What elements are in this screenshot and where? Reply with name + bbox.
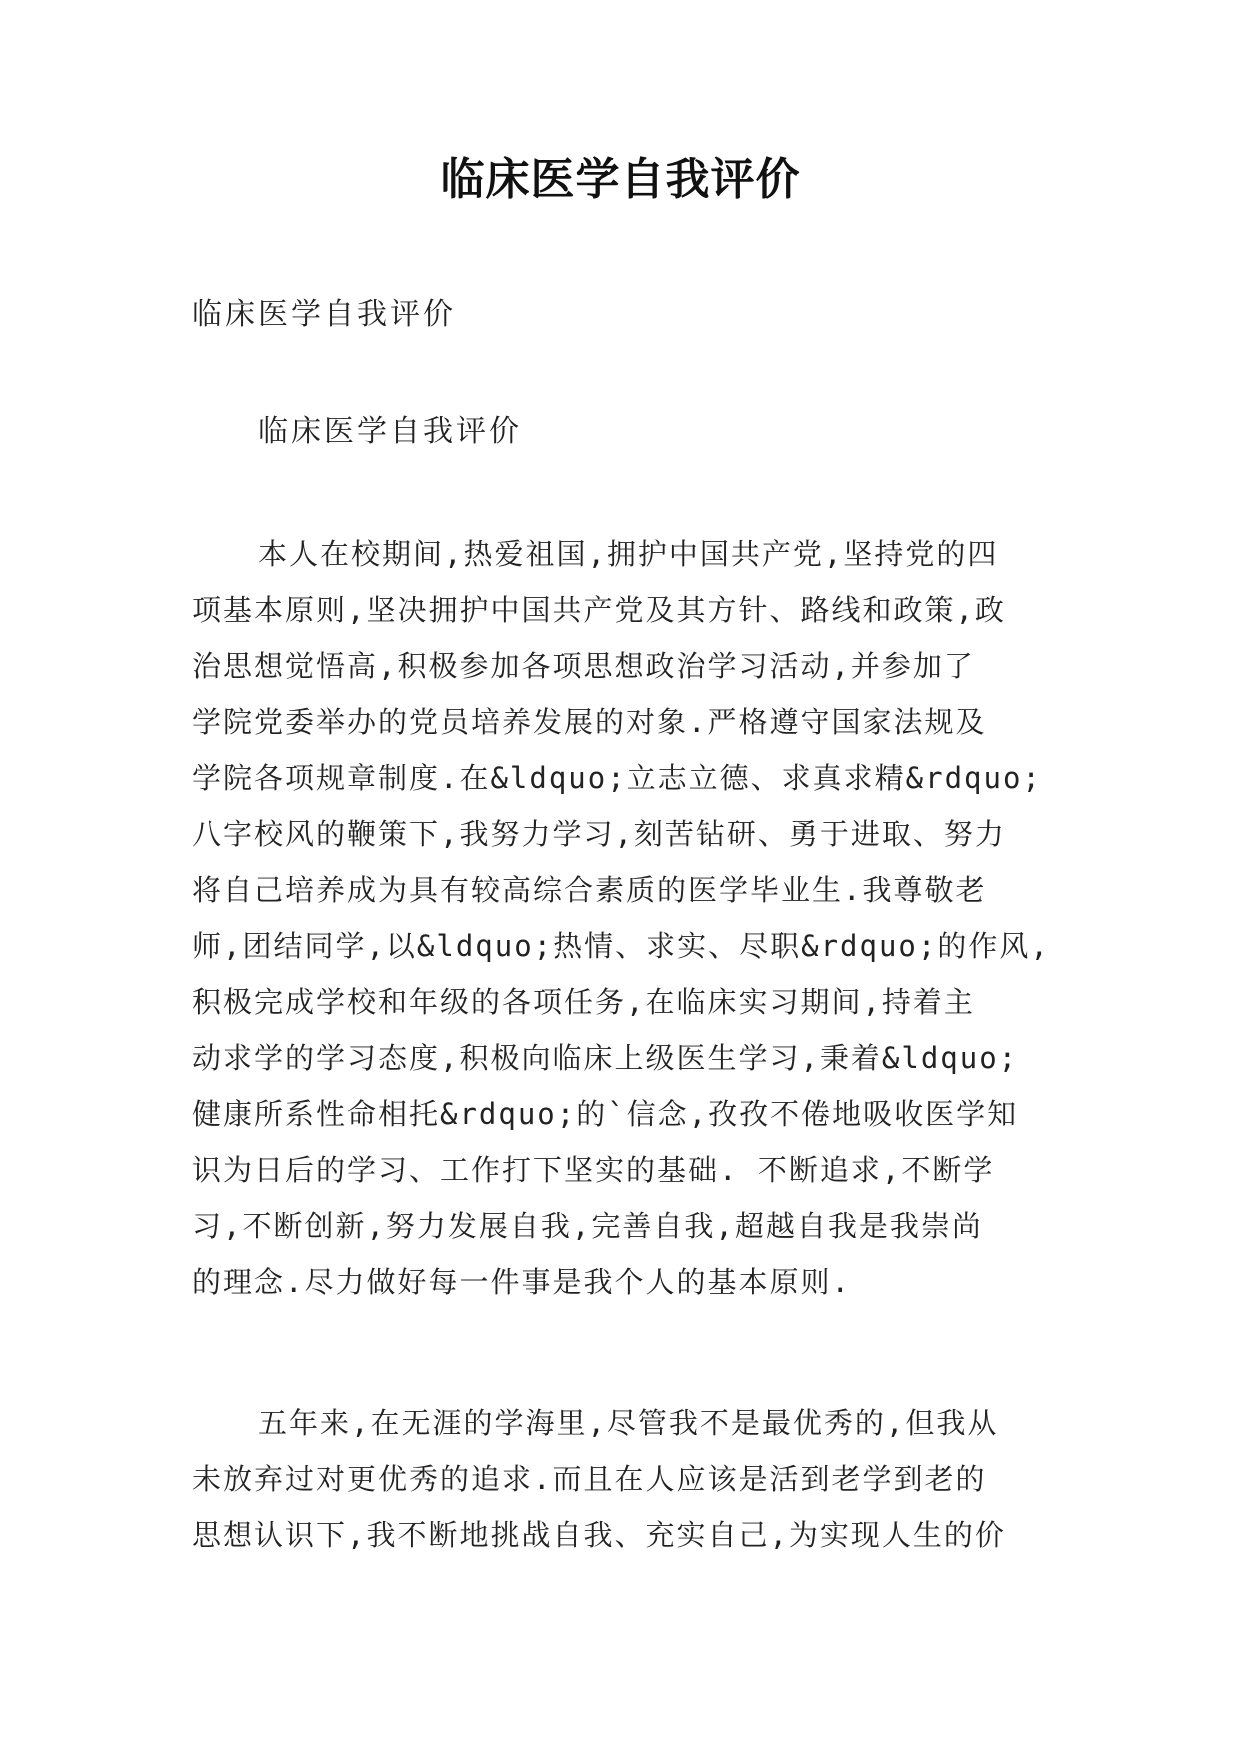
paragraph-line: 将自己培养成为具有较高综合素质的医学毕业生.我尊敬老 xyxy=(192,873,987,907)
paragraph-line: 师,团结同学,以&ldquo;热情、求实、尽职&rdquo;的作风, xyxy=(192,929,1050,963)
paragraph-line: 未放弃过对更优秀的追求.而且在人应该是活到老学到老的 xyxy=(192,1462,987,1496)
paragraph-line: 学院各项规章制度.在&ldquo;立志立德、求真求精&rdquo; xyxy=(192,761,1042,795)
paragraph-line: 的理念.尽力做好每一件事是我个人的基本原则. xyxy=(192,1265,851,1299)
paragraph-1 xyxy=(192,526,1062,1310)
paragraph-line: 八字校风的鞭策下,我努力学习,刻苦钻研、勇于进取、努力 xyxy=(192,817,1006,851)
paragraph-line: 学院党委举办的党员培养发展的对象.严格遵守国家法规及 xyxy=(192,705,987,739)
document-subtitle: 临床医学自我评价 xyxy=(192,297,456,332)
document-title: 临床医学自我评价 xyxy=(440,154,801,205)
paragraph-line: 思想认识下,我不断地挑战自我、充实自己,为实现人生的价 xyxy=(192,1518,1006,1552)
section-heading: 临床医学自我评价 xyxy=(258,414,522,449)
paragraph-2 xyxy=(192,1395,1062,1563)
paragraph-line: 识为日后的学习、工作打下坚实的基础. 不断追求,不断学 xyxy=(192,1153,995,1187)
paragraph-line: 健康所系性命相托&rdquo;的`信念,孜孜不倦地吸收医学知 xyxy=(192,1097,1019,1131)
paragraph-line: 积极完成学校和年级的各项任务,在临床实习期间,持着主 xyxy=(192,985,975,1019)
paragraph-line: 本人在校期间,热爱祖国,拥护中国共产党,坚持党的四 xyxy=(258,537,999,571)
paragraph-line: 治思想觉悟高,积极参加各项思想政治学习活动,并参加了 xyxy=(192,649,975,683)
paragraph-line: 动求学的学习态度,积极向临床上级医生学习,秉着&ldquo; xyxy=(192,1041,1019,1075)
paragraph-line: 五年来,在无涯的学海里,尽管我不是最优秀的,但我从 xyxy=(258,1406,999,1440)
paragraph-line: 习,不断创新,努力发展自我,完善自我,超越自我是我崇尚 xyxy=(192,1209,983,1243)
paragraph-line: 项基本原则,坚决拥护中国共产党及其方针、路线和政策,政 xyxy=(192,593,1006,627)
